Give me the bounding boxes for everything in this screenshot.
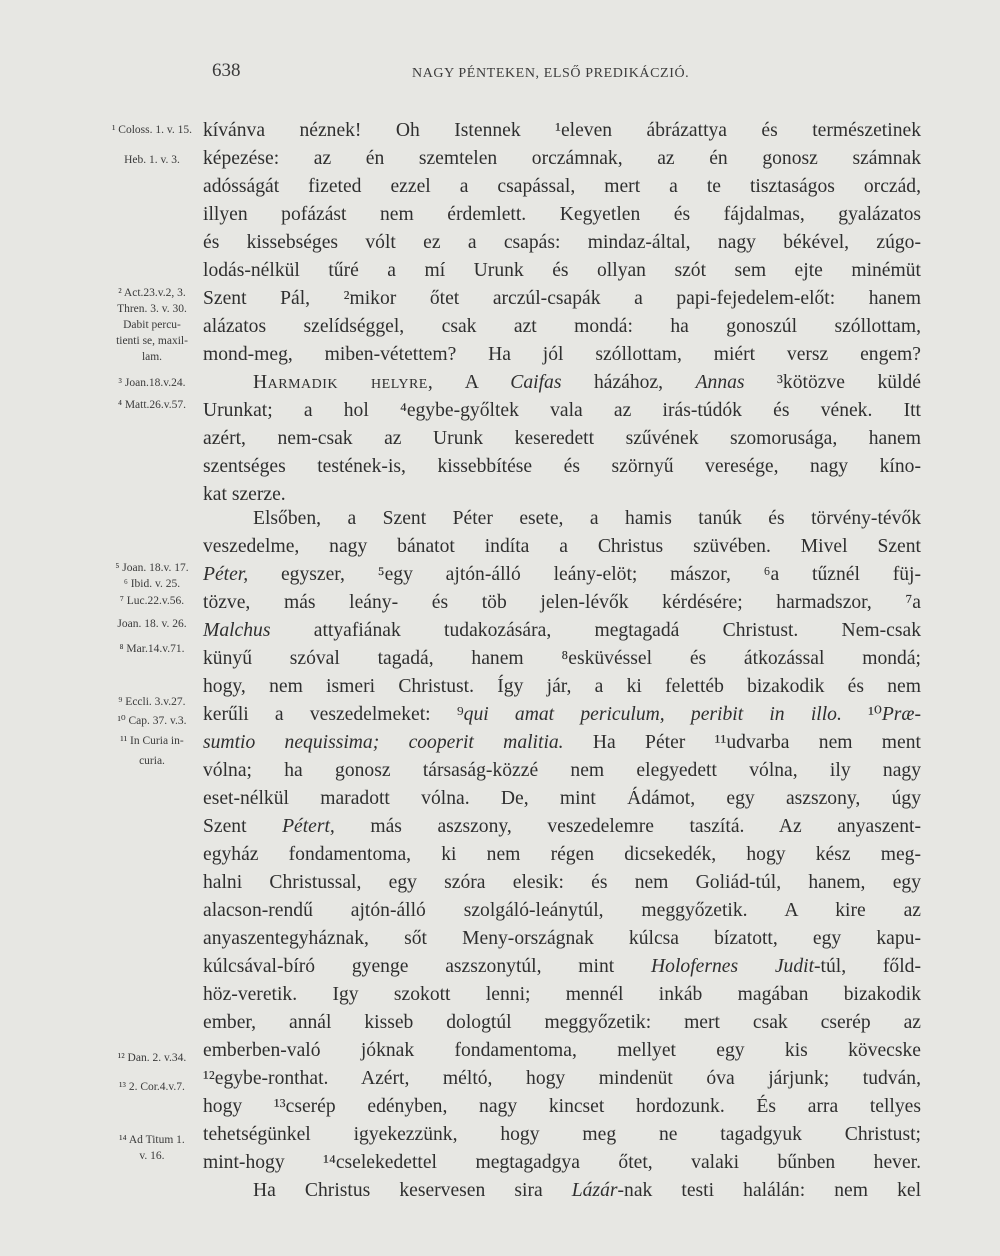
section-heading: Harmadik helyre,: [253, 372, 434, 393]
text-line: ¹²egybe-ronthat. Azért, méltó, hogy mindenüt óva járjunk; tudván,: [203, 1068, 921, 1089]
text-line: ember, annál kisseb dologtúl meggyőzetik: mert csak cserép az: [203, 1012, 921, 1033]
page-number: 638: [212, 60, 241, 81]
text-line: Szent Pál, ²mikor őtet arczúl-csapák a papi-fejedelem-előt: hanem: [203, 288, 921, 309]
margin-note: ³ Joan.18.v.24.: [118, 377, 186, 389]
margin-note: Thren. 3. v. 30.: [117, 303, 187, 315]
margin-note: ⁵ Joan. 18.v. 17.: [115, 562, 189, 574]
text-line: eset-nélkül maradott vólna. De, mint Ádámot, egy aszszony, úgy: [203, 788, 921, 809]
text-line: Szent Pétert, más aszszony, veszedelemre taszítá. Az anyaszent-: [203, 816, 921, 837]
margin-note: v. 16.: [139, 1150, 165, 1162]
text-line: mint-hogy ¹⁴cselekedettel megtagadgya őtet, valaki bűnben hever.: [203, 1152, 921, 1173]
text-line: veszedelme, nagy bánatot indíta a Christus szüvében. Mivel Szent: [203, 536, 921, 557]
text-line: hogy, nem ismeri Christust. Így jár, a ki felettéb bizakodik és nem: [203, 676, 921, 697]
text-line: vólna; ha gonosz társaság-közzé nem elegyedett vólna, ily nagy: [203, 760, 921, 781]
margin-note: Heb. 1. v. 3.: [124, 154, 180, 166]
text-line: Péter, egyszer, ⁵egy ajtón-álló leány-elöt; mászor, ⁶a tűznél füj-: [203, 564, 921, 585]
text-line: emberben-való jóknak fondamentoma, mellyet egy kis kövecske: [203, 1040, 921, 1061]
margin-note: ¹¹ In Curia in-: [120, 735, 184, 747]
text-line: Elsőben, a Szent Péter esete, a hamis tanúk és törvény-tévők: [253, 508, 921, 529]
text-line: egyház fondamentoma, ki nem régen dicsekedék, hogy kész meg-: [203, 844, 921, 865]
margin-note: ¹⁴ Ad Titum 1.: [119, 1134, 185, 1146]
margin-note: Dabit percu-: [123, 319, 181, 331]
text-line: sumtio nequissima; cooperit malitia. Ha Péter ¹¹udvarba nem ment: [203, 732, 921, 753]
text-line: tözve, más leány- és töb jelen-lévők kérdésére; harmadszor, ⁷a: [203, 592, 921, 613]
text-line: alacson-rendű ajtón-álló szolgáló-leánytúl, meggyőzetik. A kire az: [203, 900, 921, 921]
text-line: Harmadik helyre, A Caifas házához, Annas ³kötözve küldé: [253, 372, 921, 393]
text-line: tehetségünkel igyekezzünk, hogy meg ne tagadgyuk Christust;: [203, 1124, 921, 1145]
margin-note: lam.: [141, 351, 163, 363]
margin-note: Joan. 18. v. 26.: [117, 618, 187, 630]
margin-note: ⁷ Luc.22.v.56.: [119, 595, 185, 607]
margin-note: ¹³ 2. Cor.4.v.7.: [119, 1081, 185, 1093]
text-line: és kissebséges vólt ez a csapás: mindaz-által, nagy békével, zúgo-: [203, 232, 921, 253]
running-title: NAGY PÉNTEKEN, ELSŐ PREDIKÁCZIÓ.: [412, 66, 690, 81]
text-line: kerűli a veszedelmeket: ⁹qui amat periculum, peribit in illo. ¹⁰Præ-: [203, 704, 921, 725]
text-line: képezése: az én szemtelen orczámnak, az én gonosz számnak: [203, 148, 921, 169]
text-line: Malchus attyafiának tudakozására, megtagadá Christust. Nem-csak: [203, 620, 921, 641]
margin-note: ¹² Dan. 2. v.34.: [117, 1052, 187, 1064]
margin-note: ⁶ Ibid. v. 25.: [123, 578, 181, 590]
text-line: azért, nem-csak az Urunk keseredett szűvének szomorusága, hanem: [203, 428, 921, 449]
text-line: illyen pofázást nem érdemlett. Kegyetlen és fájdalmas, gyalázatos: [203, 204, 921, 225]
text-line: szentséges testének-is, kissebbítése és szörnyű veresége, nagy kíno-: [203, 456, 921, 477]
margin-note: ⁹ Eccli. 3.v.27.: [118, 696, 186, 708]
text-line: alázatos szelídséggel, csak azt mondá: ha gonoszúl szóllottam,: [203, 316, 921, 337]
text-line: kat szerze.: [203, 484, 286, 505]
text-line: kívánva néznek! Oh Istennek ¹eleven ábrázattya és természetinek: [203, 120, 921, 141]
text-line: anyaszentegyháznak, sőt Meny-országnak kúlcsa bízatott, egy kapu-: [203, 928, 921, 949]
text-line: adósságát fizeted ezzel a csapással, mert a te tisztaságos orczád,: [203, 176, 921, 197]
text-line: lodás-nélkül tűré a mí Urunk és ollyan szót sem ejte minémüt: [203, 260, 921, 281]
margin-note: ⁴ Matt.26.v.57.: [117, 399, 187, 411]
margin-note: curia.: [139, 755, 165, 767]
margin-note: ² Act.23.v.2, 3.: [118, 287, 186, 299]
text-line: halni Christussal, egy szóra elesik: és nem Goliád-túl, hanem, egy: [203, 872, 921, 893]
text-line: kúlcsával-bíró gyenge aszszonytúl, mint Holofernes Judit-túl, főld-: [203, 956, 921, 977]
margin-note: ¹ Coloss. 1. v. 15.: [111, 124, 193, 136]
text-line: Urunkat; a hol ⁴egybe-győltek vala az irás-túdók és vének. Itt: [203, 400, 921, 421]
text-line: mond-meg, miben-vétettem? Ha jól szóllottam, miért versz engem?: [203, 344, 921, 365]
text-line: künyű szóval tagadá, hanem ⁸esküvéssel és átkozással mondá;: [203, 648, 921, 669]
margin-note: ⁸ Mar.14.v.71.: [119, 643, 185, 655]
text-line: Ha Christus keservesen sira Lázár-nak testi halálán: nem kel: [253, 1180, 922, 1201]
text-line: hogy ¹³cserép edényben, nagy kincset hordozunk. És arra tellyes: [203, 1096, 921, 1117]
margin-note: tienti se, maxil-: [116, 335, 188, 347]
text-line: höz-veretik. Igy szokott lenni; mennél inkáb magában bizakodik: [203, 984, 921, 1005]
margin-note: ¹⁰ Cap. 37. v.3.: [117, 715, 187, 727]
